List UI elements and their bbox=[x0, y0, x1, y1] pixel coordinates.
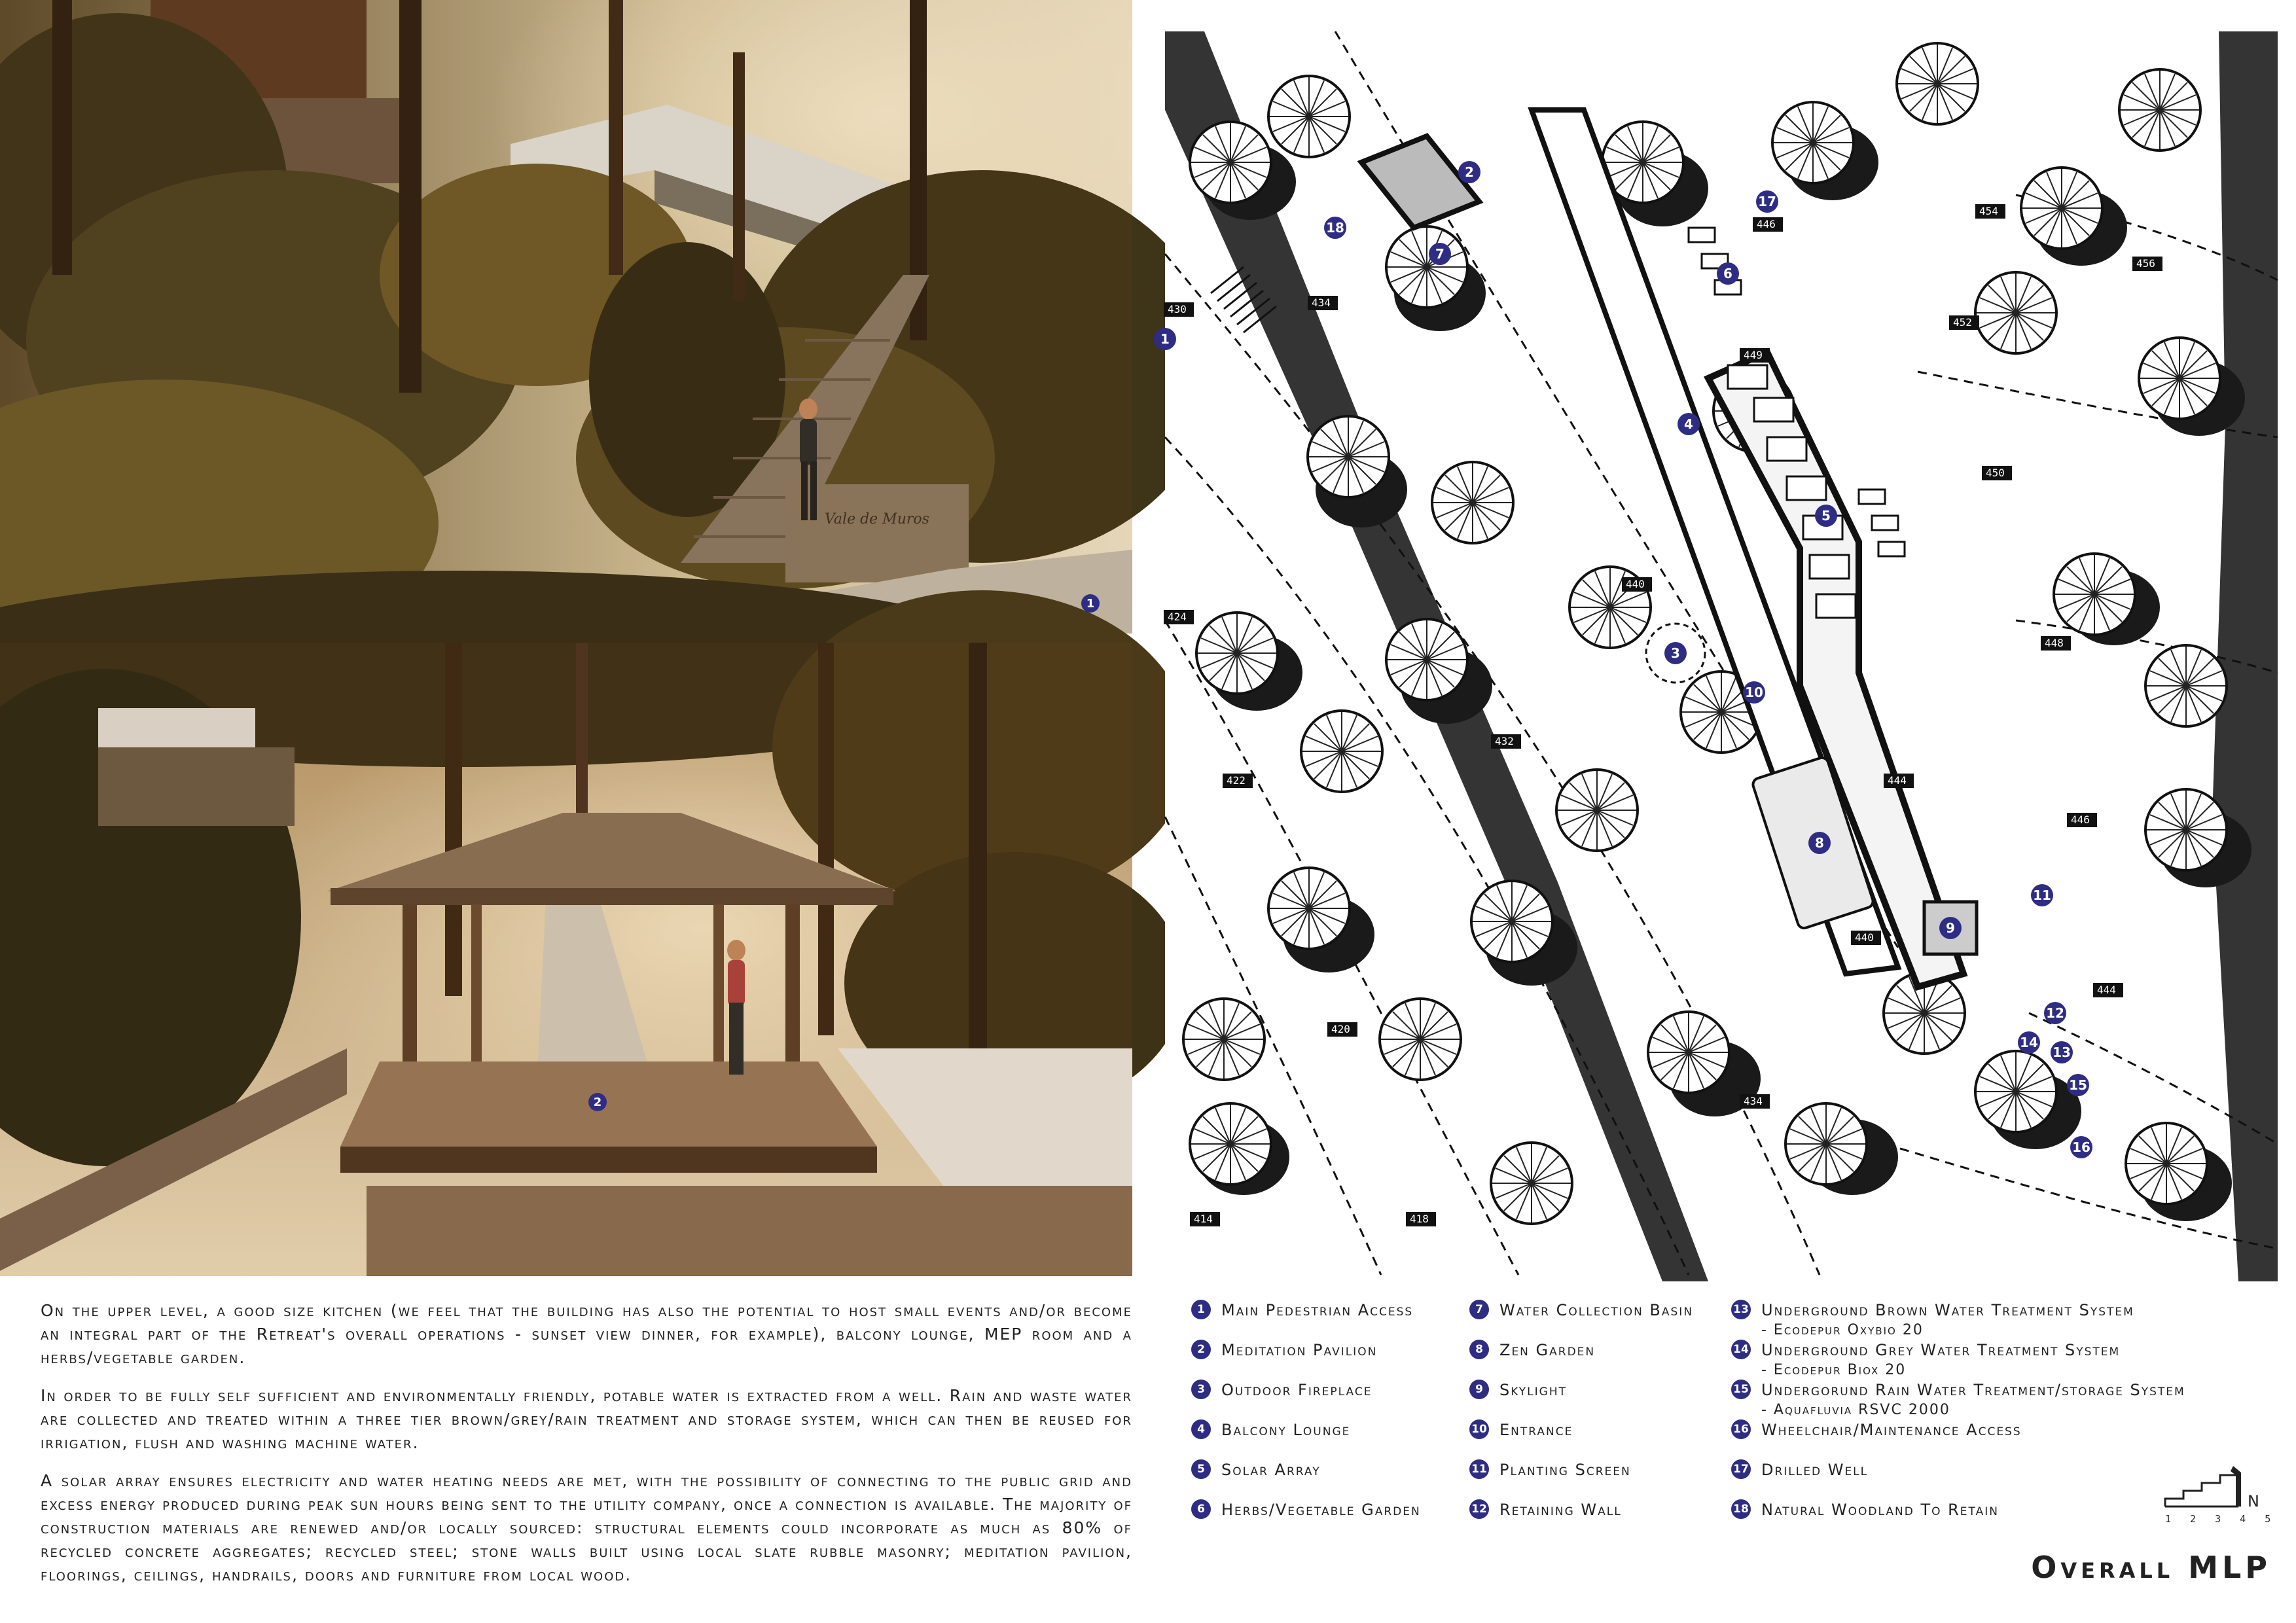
plan-marker-15: 15 bbox=[2069, 1077, 2087, 1093]
legend-item bbox=[1191, 1301, 1466, 1341]
plan-marker-6: 6 bbox=[1723, 266, 1732, 281]
legend-number: 10 bbox=[1469, 1419, 1489, 1439]
photo-meditation-pavilion bbox=[0, 643, 1132, 1276]
legend-number: 12 bbox=[1469, 1499, 1489, 1519]
legend-label: Herbs/Vegetable Garden bbox=[1221, 1501, 1421, 1519]
description-paragraph-2: In order to be fully self sufficient and environmentally friendly, potable water is extracted from a well. Rain and waste water are collected and treated within a three tier brown/grey/rain treatment and storage system, which can then be reused for irrigation, flush and washing machine water. bbox=[41, 1386, 1132, 1452]
page-title: Overall MLP bbox=[2031, 1550, 2271, 1585]
legend-number: 11 bbox=[1469, 1459, 1489, 1479]
legend-item bbox=[1731, 1341, 2268, 1381]
stone-sign-text: Vale de Muros bbox=[825, 511, 929, 527]
legend-item bbox=[1191, 1461, 1466, 1501]
elevation-tag: 446 bbox=[2071, 813, 2090, 826]
legend-item bbox=[1191, 1381, 1466, 1421]
photo-forest-staircase bbox=[0, 0, 1132, 633]
legend-number: 9 bbox=[1469, 1380, 1489, 1399]
description-paragraph-3: A solar array ensures electricity and water heating needs are met, with the possibility of connecting to the public grid and excess energy produced during peak sun hours being sent to the utility company, once a connection is available. The majority of construction materials are renewed and/or locally sourced: structural elements could incorporate as much as 80% of recycled concrete aggregates; recycled steel; stone walls built using local slate rubble masonry; meditation pavilion, floorings, ceilings, handrails, doors and furniture from local wood. bbox=[41, 1471, 1132, 1584]
legend-item bbox=[1469, 1461, 1731, 1501]
legend-number: 14 bbox=[1731, 1340, 1751, 1359]
plan-marker-7: 7 bbox=[1435, 246, 1444, 262]
legend-number: 1 bbox=[1191, 1300, 1211, 1319]
legend-column-2 bbox=[1469, 1301, 1731, 1541]
legend-label: Main Pedestrian Access bbox=[1221, 1301, 1414, 1319]
plan-marker-9: 9 bbox=[1946, 920, 1955, 936]
elevation-tag: 456 bbox=[2136, 257, 2155, 270]
legend-sublabel: - Ecodepur Biox 20 bbox=[1761, 1362, 1907, 1378]
description-paragraph-1: On the upper level, a good size kitchen (we feel that the building has also the potential to host small events and/or become an integral part of the Retreat's overall operations - sunset view dinner, for example), balcony lounge, MEP room and a herbs/vegetable garden. bbox=[41, 1301, 1132, 1367]
legend-label: Meditation Pavilion bbox=[1221, 1341, 1378, 1359]
legend-number: 4 bbox=[1191, 1419, 1211, 1439]
legend-number: 3 bbox=[1191, 1380, 1211, 1399]
legend-label: Water Collection Basin bbox=[1499, 1301, 1694, 1319]
legend-label: Underground Brown Water Treatment System bbox=[1761, 1301, 2134, 1319]
north-letter: N bbox=[2248, 1492, 2259, 1510]
legend-label: Wheelchair/Maintenance Access bbox=[1761, 1421, 2022, 1439]
plan-marker-4: 4 bbox=[1684, 416, 1693, 432]
scale-ticks: 1 2 3 4 5 bbox=[2165, 1513, 2278, 1525]
legend-item bbox=[1469, 1301, 1731, 1341]
photo-marker-2: 2 bbox=[588, 1093, 607, 1111]
elevation-tag: 420 bbox=[1331, 1023, 1350, 1035]
elevation-tag: 450 bbox=[1986, 467, 2005, 479]
plan-marker-10: 10 bbox=[1745, 685, 1763, 700]
legend-sublabel: - Ecodepur Oxybio 20 bbox=[1761, 1322, 1924, 1338]
elevation-tag: 422 bbox=[1227, 774, 1246, 787]
legend-number: 17 bbox=[1731, 1459, 1751, 1479]
plan-marker-1: 1 bbox=[1160, 331, 1170, 347]
legend-item bbox=[1731, 1381, 2268, 1421]
elevation-tag: 434 bbox=[1312, 296, 1331, 309]
plan-marker-14: 14 bbox=[2020, 1035, 2038, 1050]
legend-item bbox=[1731, 1421, 2268, 1461]
elevation-tag: 449 bbox=[1744, 349, 1763, 361]
legend-sublabel: - Aquafluvia RSVC 2000 bbox=[1761, 1402, 1950, 1418]
legend-item bbox=[1469, 1341, 1731, 1381]
legend-item bbox=[1731, 1301, 2268, 1341]
plan-marker-16: 16 bbox=[2072, 1139, 2090, 1155]
elevation-tag: 454 bbox=[1979, 205, 1998, 217]
legend-number: 15 bbox=[1731, 1380, 1751, 1399]
legend-item bbox=[1191, 1421, 1466, 1461]
legend-label: Solar Array bbox=[1221, 1461, 1321, 1479]
legend-label: Skylight bbox=[1499, 1381, 1567, 1399]
legend-label: Zen Garden bbox=[1499, 1341, 1596, 1359]
elevation-tag: 444 bbox=[1888, 774, 1907, 787]
legend-number: 7 bbox=[1469, 1300, 1489, 1319]
legend-label: Outdoor Fireplace bbox=[1221, 1381, 1372, 1399]
legend-label: Retaining Wall bbox=[1499, 1501, 1622, 1519]
legend-number: 18 bbox=[1731, 1499, 1751, 1519]
plan-marker-2: 2 bbox=[1465, 164, 1474, 180]
site-plan bbox=[1160, 31, 2278, 1281]
legend-number: 6 bbox=[1191, 1499, 1211, 1519]
legend-label: Natural Woodland To Retain bbox=[1761, 1501, 1999, 1519]
plan-marker-5: 5 bbox=[1821, 508, 1831, 524]
elevation-tag: 434 bbox=[1744, 1095, 1763, 1107]
legend-item bbox=[1469, 1381, 1731, 1421]
legend-label: Entrance bbox=[1499, 1421, 1573, 1439]
plan-marker-11: 11 bbox=[2033, 887, 2051, 903]
legend-item bbox=[1469, 1501, 1731, 1541]
project-description bbox=[41, 1299, 1132, 1601]
plan-marker-17: 17 bbox=[1758, 194, 1776, 209]
legend-item bbox=[1191, 1341, 1466, 1381]
elevation-tag: 414 bbox=[1194, 1213, 1213, 1225]
plan-marker-18: 18 bbox=[1326, 220, 1344, 236]
legend-label: Undergorund Rain Water Treatment/storage System bbox=[1761, 1381, 2185, 1399]
plan-marker-12: 12 bbox=[2046, 1005, 2064, 1021]
elevation-tag: 452 bbox=[1953, 316, 1972, 329]
plan-marker-8: 8 bbox=[1815, 835, 1824, 851]
plan-legend bbox=[1191, 1301, 2265, 1537]
legend-number: 8 bbox=[1469, 1340, 1489, 1359]
elevation-tag: 424 bbox=[1168, 611, 1187, 623]
legend-number: 13 bbox=[1731, 1300, 1751, 1319]
elevation-tag: 446 bbox=[1757, 218, 1776, 230]
legend-label: Underground Grey Water Treatment System bbox=[1761, 1341, 2121, 1359]
elevation-tag: 418 bbox=[1410, 1213, 1429, 1225]
legend-label: Balcony Lounge bbox=[1221, 1421, 1351, 1439]
elevation-tag: 432 bbox=[1495, 735, 1514, 747]
north-arrow-scale bbox=[2160, 1466, 2278, 1525]
plan-marker-3: 3 bbox=[1671, 645, 1680, 661]
legend-number: 2 bbox=[1191, 1340, 1211, 1359]
legend-column-1 bbox=[1191, 1301, 1466, 1541]
legend-item bbox=[1469, 1421, 1731, 1461]
legend-label: Drilled Well bbox=[1761, 1461, 1869, 1479]
elevation-tag: 430 bbox=[1168, 303, 1187, 315]
elevation-tag: 440 bbox=[1855, 931, 1874, 944]
photo-marker-1: 1 bbox=[1081, 594, 1100, 613]
elevation-tag: 440 bbox=[1626, 578, 1645, 590]
elevation-tag: 448 bbox=[2045, 637, 2064, 649]
elevation-tag: 444 bbox=[2097, 984, 2116, 996]
legend-number: 16 bbox=[1731, 1419, 1751, 1439]
legend-label: Planting Screen bbox=[1499, 1461, 1631, 1479]
legend-number: 5 bbox=[1191, 1459, 1211, 1479]
plan-marker-13: 13 bbox=[2053, 1044, 2071, 1060]
legend-item bbox=[1191, 1501, 1466, 1541]
